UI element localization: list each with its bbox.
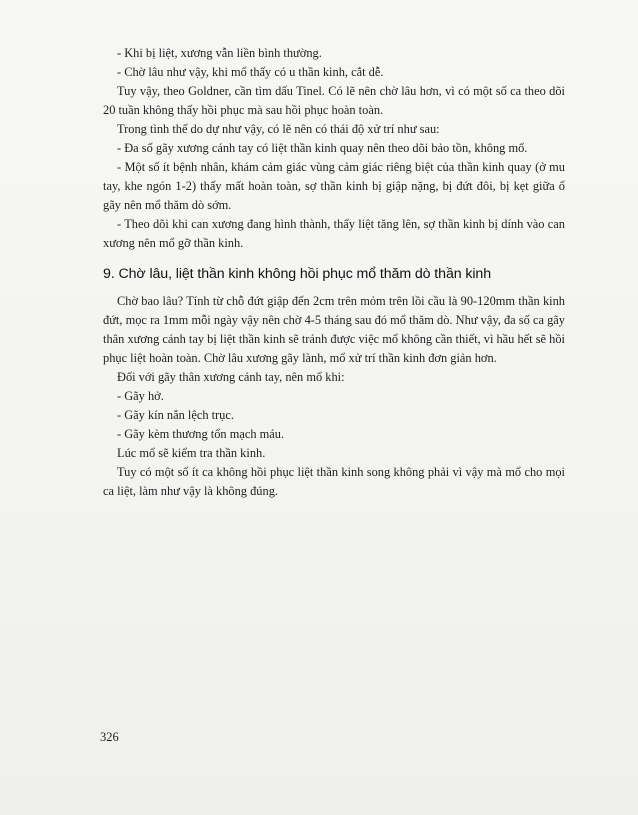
list-item: - Chờ lâu như vậy, khi mổ thấy có u thần kinh, cắt dễ. — [117, 65, 384, 79]
paragraph: Đối với gãy thân xương cánh tay, nên mổ khi: — [117, 370, 345, 384]
paragraph: Trong tình thế do dự như vậy, có lẽ nên có thái độ xử trí như sau: — [117, 122, 440, 136]
list-item: - Gãy kín nắn lệch trục. — [117, 408, 234, 422]
paragraph: Lúc mổ sẽ kiểm tra thần kinh. — [117, 446, 266, 460]
page-number: 326 — [100, 730, 119, 744]
paragraph: - Một số ít bệnh nhân, khám cảm giác vùng cảm giác riêng biệt của thần kinh quay (ở mu tay, khe ngón 1-2) thấy mất hoàn toàn, sợ thần kinh bị giập nặng, bị đứt đôi, bị kẹt giữa ổ gãy nên mổ thăm dò sớm. — [103, 160, 565, 212]
page-body — [103, 44, 565, 501]
paragraph: Chờ bao lâu? Tính từ chỗ đứt giập đến 2cm trên mỏm trên lồi cầu là 90-120mm thần kinh đứt, mọc ra 1mm mỗi ngày vậy nên chờ 4-5 tháng sau đó mổ thăm dò. Như vậy, đa số ca gãy thân xương cánh tay bị liệt thần kinh sẽ tránh được việc mổ không cần thiết, vì hầu hết sẽ hồi phục liệt hoàn toàn. Chờ lâu xương gãy lành, mổ xử trí thần kinh đơn giản hơn. — [103, 294, 565, 365]
list-item: - Gãy hở. — [117, 389, 164, 403]
paragraph: Tuy có một số ít ca không hồi phục liệt thần kinh song không phải vì vậy mà mổ cho mọi ca liệt, làm như vậy là không đúng. — [103, 465, 565, 498]
paragraph: - Đa số gãy xương cánh tay có liệt thần kinh quay nên theo dõi bảo tồn, không mổ. — [117, 141, 528, 155]
list-item: - Khi bị liệt, xương vẫn liền bình thường. — [117, 46, 322, 60]
list-item: - Gãy kèm thương tổn mạch máu. — [117, 427, 285, 441]
paragraph: Tuy vậy, theo Goldner, cần tìm dấu Tinel. Có lẽ nên chờ lâu hơn, vì có một số ca theo dõi 20 tuần không thấy hồi phục mà sau hồi phục hoàn toàn. — [103, 84, 565, 117]
section-heading: 9. Chờ lâu, liệt thần kinh không hồi phục mổ thăm dò thần kinh — [103, 266, 491, 282]
paragraph: - Theo dõi khi can xương đang hình thành, thấy liệt tăng lên, sợ thần kinh bị dính vào can xương nên mổ gỡ thần kinh. — [103, 217, 565, 250]
